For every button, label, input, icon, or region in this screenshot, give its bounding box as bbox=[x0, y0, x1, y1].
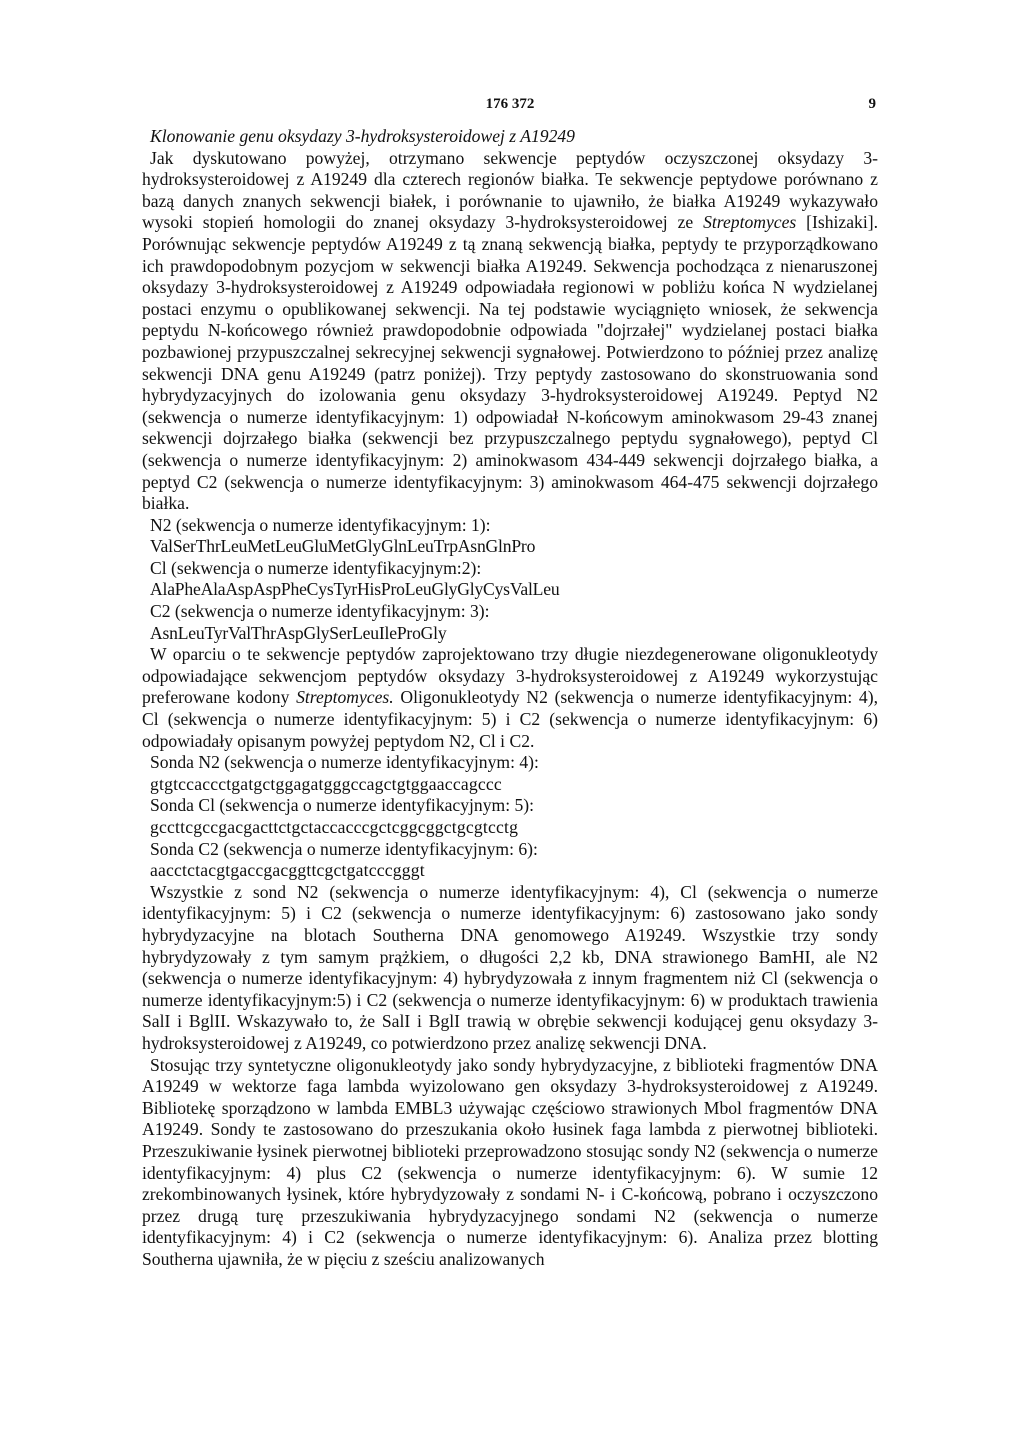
probe-c2-sequence: aacctctacgtgaccgacggttcgctgatcccgggt bbox=[150, 860, 425, 881]
paragraph-2-text-b: Oligonukleotydy N2 (sekwencja o numerze identyfikacyjnym: 4), Cl (sekwencja o numerze identyfikacyjnym: 5) i C2 (sekwencja o numerze identyfikacyjnym: 6) odpowiadały opisanym powyżej peptydom N2, Cl i C2. bbox=[142, 687, 878, 751]
patent-number: 176 372 bbox=[485, 96, 535, 112]
peptide-n2-sequence: ValSerThrLeuMetLeuGluMetGlyGlnLeuTrpAsnGlnPro bbox=[150, 536, 536, 557]
paragraph-1-text-a: Jak dyskutowano powyżej, otrzymano sekwencje peptydów oczyszczonej oksydazy 3-hydroksysteroidowej z A19249 dla czterech regionów białka. Te sekwencje peptydowe porównano z bazą danych znanych sekwencji białek, i porównanie to ujawniło, że białka A19249 wykazywało wysoki stopień homologii do znanej oksydazy 3-hydroksysteroidowej ze bbox=[142, 147, 878, 233]
paragraph-1-text-b: [Ishizaki]. Porównując sekwencje peptydów A19249 z tą znaną sekwencją białka, peptydy te przyporządkowano ich prawdopodobnym pozycjom w sekwencji białka A19249. Sekwencja pochodząca z nienaruszonej oksydazy 3-hydroksysteroidowej z A19249 odpowiadała regionowi w pobliżu końca N wydzielanej postaci enzymu o opublikowanej sekwencji. Na tej podstawie wyciągnięto wniosek, że sekwencja peptydu N-końcowego również prawdopodobnie odpowiada "dojrzałej" wydzielanej postaci białka pozbawionej przypuszczalnej sekrecyjnej sekwencji sygnałowej. Potwierdzono to później przez analizę sekwencji DNA genu A19249 (patrz poniżej). Trzy peptydy zastosowano do skonstruowania sond hybrydyzacyjnych do izolowania genu oksydazy 3-hydroksysteroidowej A19249. Peptyd N2 (sekwencja o numerze identyfikacyjnym: 1) odpowiadał N-końcowym aminokwasom 29-43 znanej sekwencji dojrzałego białka (sekwencji bez przypuszczalnego peptydu sygnałowego), peptyd Cl (sekwencja o numerze identyfikacyjnym: 2) aminokwasom 434-449 sekwencji dojrzałego białka, a peptyd C2 (sekwencja o numerze identyfikacyjnym: 3) aminokwasom 464-475 sekwencji dojrzałego białka. bbox=[142, 212, 878, 514]
paragraph-2-text-a: W oparciu o te sekwencje peptydów zaprojektowano trzy długie niezdegenerowane oligonukleotydy odpowiadające sekwencjom peptydów oksydazy 3-hydroksysteroidowej z A19249 wykorzystując preferowane kodony bbox=[142, 644, 878, 708]
peptide-c2-sequence: AsnLeuTyrValThrAspGlySerLeuIleProGly bbox=[150, 622, 447, 643]
page-header bbox=[142, 94, 878, 116]
peptide-c1-sequence: AlaPheAlaAspAspPheCysTyrHisProLeuGlyGlyCysValLeu bbox=[150, 579, 560, 600]
probe-c2-label: Sonda C2 (sekwencja o numerze identyfikacyjnym: 6): bbox=[150, 838, 538, 859]
paragraph-1-italic: Streptomyces bbox=[703, 212, 797, 233]
paragraph-4: Stosując trzy syntetyczne oligonukleotydy jako sondy hybrydyzacyjne, z biblioteki fragmentów DNA A19249 w wektorze faga lambda wyizolowano gen oksydazy 3-hydroksysteroidowej z A19249. Bibliotekę sporządzono w lambda EMBL3 używając częściowo strawionych Mbol fragmentów DNA A19249. Sondy te zastosowano do przeszukania około łusinek faga lambda z pierwotnej biblioteki. Przeszukiwanie łysinek pierwotnej biblioteki przeprowadzono stosując sondy N2 (sekwencja o numerze identyfikacyjnym: 4) plus C2 (sekwencja o numerze identyfikacyjnym: 6). W sumie 12 zrekombinowanych łysinek, które hybrydyzowały z sondami N- i C-końcową, pobrano i oczyszczono przez drugą turę przeszukiwania hybrydyzacyjnego sondami N2 (sekwencja o numerze identyfikacyjnym: 4) i C2 (sekwencja o numerze identyfikacyjnym: 6). Analiza przez blotting Southerna ujawniła, że w pięciu z sześciu analizowanych bbox=[142, 1054, 878, 1269]
paragraph-1 bbox=[142, 148, 878, 515]
paragraph-3: Wszystkie z sond N2 (sekwencja o numerze identyfikacyjnym: 4), Cl (sekwencja o numerze identyfikacyjnym: 5) i C2 (sekwencja o numerze identyfikacyjnym: 6) zastosowano jako sondy hybrydyzacyjne na blotach Southerna DNA genomowego A19249. Wszystkie trzy sondy hybrydyzowały z tym samym prążkiem, o długości 2,2 kb, DNA strawionego BamHI, ale N2 (sekwencja o numerze identyfikacyjnym: 4) hybrydyzowała z innym fragmentem niż Cl (sekwencja o numerze identyfikacyjnym:5) i C2 (sekwencja o numerze identyfikacyjnym: 6) w produktach trawienia SalI i BglII. Wskazywało to, że SalI i BglI trawią w obrębie sekwencji kodującej genu oksydazy 3-hydroksysteroidowej z A19249, co potwierdzono przez analizę sekwencji DNA. bbox=[142, 881, 878, 1053]
probe-n2-sequence: gtgtccaccctgatgctggagatgggccagctgtggaaccagccc bbox=[150, 773, 502, 794]
probe-n2-label: Sonda N2 (sekwencja o numerze identyfikacyjnym: 4): bbox=[150, 752, 539, 773]
document-page bbox=[142, 94, 878, 1270]
section-title: Klonowanie genu oksydazy 3-hydroksysteroidowej z A19249 bbox=[150, 126, 575, 146]
paragraph-2 bbox=[142, 644, 878, 752]
probe-c1-sequence: gccttcgccgacgacttctgctaccacccgctcggcggctgcgtcctg bbox=[150, 817, 519, 837]
peptide-c2-label: C2 (sekwencja o numerze identyfikacyjnym: 3): bbox=[150, 601, 490, 622]
peptide-c1-label: Cl (sekwencja o numerze identyfikacyjnym:2): bbox=[150, 557, 482, 578]
peptide-n2-label: N2 (sekwencja o numerze identyfikacyjnym: 1): bbox=[150, 514, 491, 535]
peptide-sequence-list bbox=[142, 515, 878, 645]
paragraph-2-italic: Streptomyces. bbox=[296, 687, 394, 708]
probe-c1-label: Sonda Cl (sekwencja o numerze identyfikacyjnym: 5): bbox=[150, 795, 535, 816]
probe-sequence-list bbox=[142, 752, 878, 882]
page-number: 9 bbox=[868, 96, 876, 112]
